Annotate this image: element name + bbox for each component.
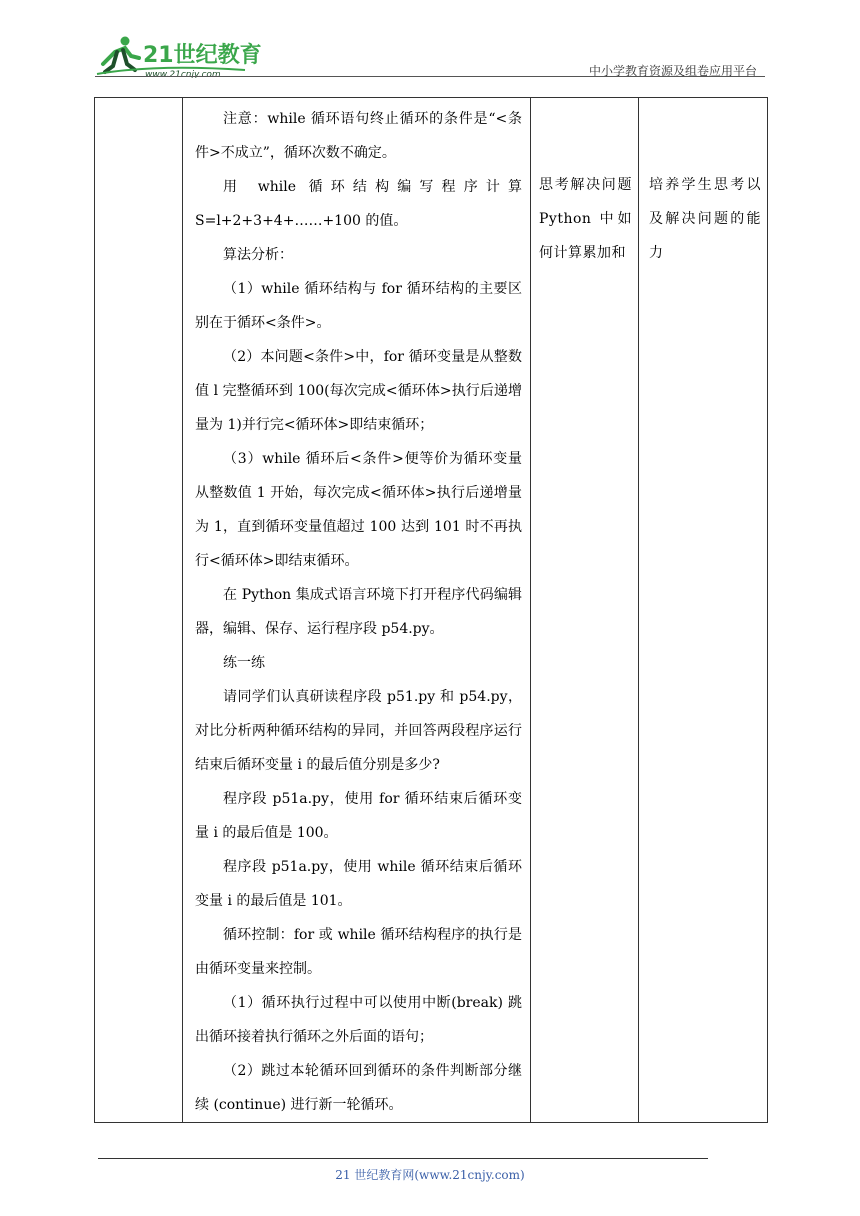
header-divider: [95, 76, 765, 77]
paragraph: （2）本问题<条件>中，for 循环变量是从整数值 l 完整循环到 100(每次完成<循环体>执行后递增量为 1)并行完<循环体>即结束循环；: [195, 349, 522, 433]
design-intent-cell: [639, 98, 768, 1123]
paragraph: 算法分析：: [223, 247, 293, 263]
paragraph: （1）while 循环结构与 for 循环结构的主要区别在于循环<条件>。: [195, 281, 522, 331]
site-logo[interactable]: [95, 34, 275, 78]
paragraph: 用 while 循环结构编写程序计算 S=l+2+3+4+……+100 的值。: [195, 179, 522, 229]
paragraph: （2）跳过本轮循环回到循环的条件判断部分继续 (continue) 进行新一轮循环。: [195, 1063, 522, 1113]
platform-name: 中小学教育资源及组卷应用平台: [588, 64, 757, 78]
paragraph: 程序段 p51a.py，使用 for 循环结束后循环变量 i 的最后值是 100。: [195, 791, 522, 841]
paragraph: （1）循环执行过程中可以使用中断(break) 跳出循环接着执行循环之外后面的语句；: [195, 995, 522, 1045]
paragraph: 注意：while 循环语句终止循环的条件是“<条件>不成立”，循环次数不确定。: [195, 111, 522, 161]
paragraph: 在 Python 集成式语言环境下打开程序代码编辑器，编辑、保存、运行程序段 p54.py。: [195, 587, 522, 637]
student-activity-text: 思考解决问题 Python 中如何计算累加和: [539, 177, 632, 261]
student-activity-cell: [531, 98, 639, 1123]
stage-cell: [95, 98, 183, 1123]
paragraph: 请同学们认真研读程序段 p51.py 和 p54.py，对比分析两种循环结构的异同，并回答两段程序运行结束后循环变量 i 的最后值分别是多少?: [195, 689, 522, 773]
footer-link[interactable]: 21 世纪教育网(www.21cnjy.com): [335, 1168, 525, 1182]
paragraph: （3）while 循环后<条件>便等价为循环变量从整数值 1 开始，每次完成<循环体>执行后递增量为 1，直到循环变量值超过 100 达到 101 时不再执行<循环体>即结束循环。: [195, 451, 522, 569]
paragraph: 循环控制：for 或 while 循环结构程序的执行是由循环变量来控制。: [195, 927, 522, 977]
paragraph: 程序段 p51a.py，使用 while 循环结束后循环变量 i 的最后值是 101。: [195, 859, 522, 909]
logo-url: www.21cnjy.com: [145, 70, 221, 78]
page-header: [95, 30, 765, 78]
teaching-content: [183, 98, 530, 1122]
paragraph: 练一练: [223, 655, 265, 671]
teaching-content-cell: [183, 98, 531, 1123]
lesson-table: [94, 97, 768, 1123]
footer-divider: [98, 1158, 708, 1159]
design-intent-text: 培养学生思考以及解决问题的能力: [649, 177, 761, 261]
logo-text: 21世纪教育: [143, 43, 262, 68]
runner-logo-icon: [95, 34, 275, 78]
